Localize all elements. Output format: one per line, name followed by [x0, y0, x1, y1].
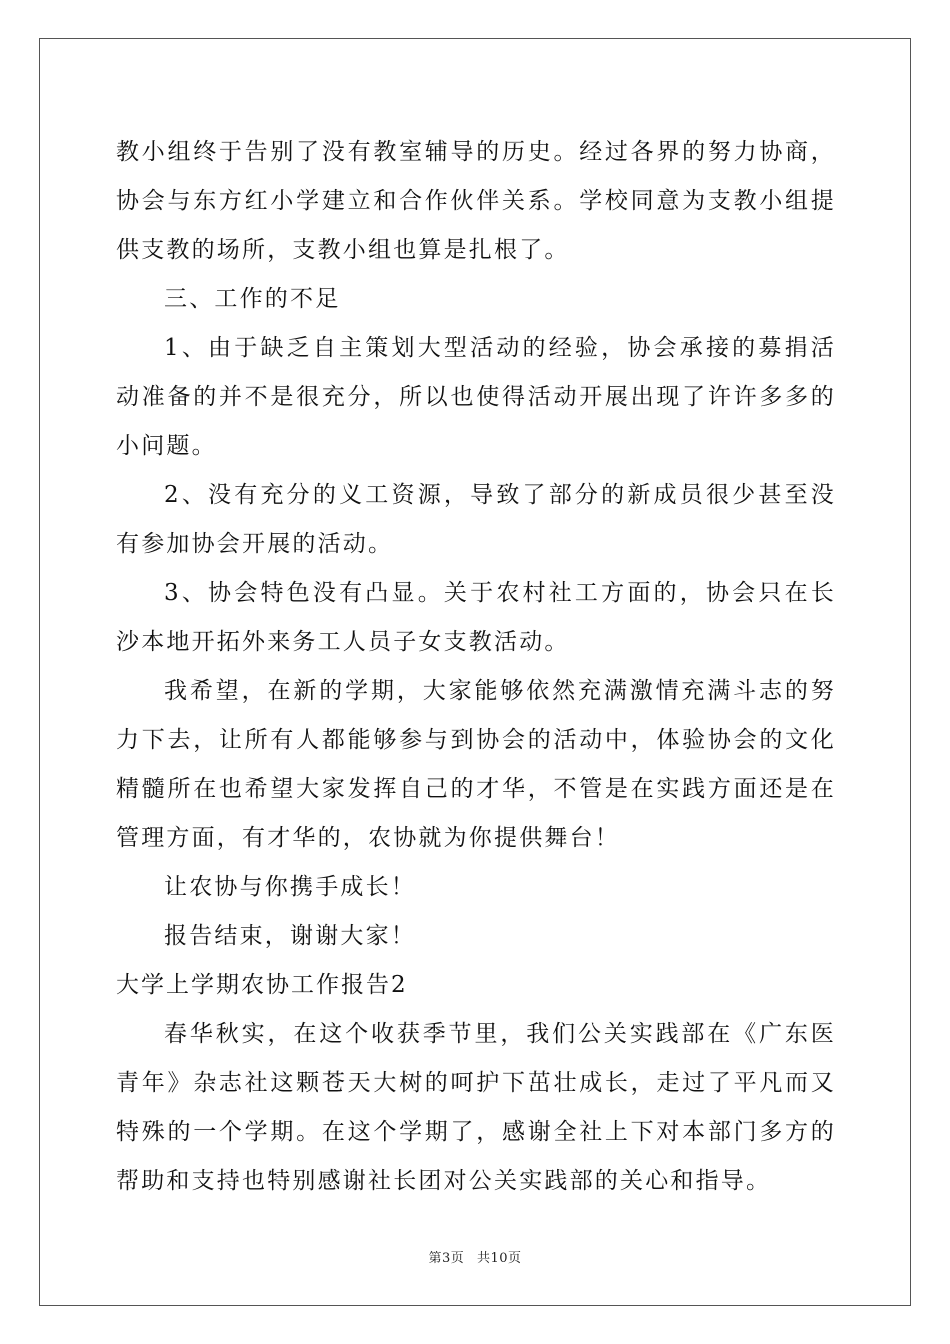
page-number: 第3页 — [428, 1251, 465, 1266]
paragraph-1: 教小组终于告别了没有教室辅导的历史。经过各界的努力协商，协会与东方红小学建立和合作伙伴关系。学校同意为支教小组提供支教的场所，支教小组也算是扎根了。 — [116, 139, 836, 263]
page-total: 共10页 — [476, 1251, 522, 1266]
paragraph-report-2-intro: 春华秋实，在这个收获季节里，我们公关实践部在《广东医青年》杂志社这颗苍天大树的呵护下茁壮成长，走过了平凡而又特殊的一个学期。在这个学期了，感谢全社上下对本部门多方的帮助和支持也特别感谢社长团对公关实践部的关心和指导。 — [116, 1021, 836, 1194]
section-heading-shortcomings: 三、工作的不足 — [164, 286, 341, 312]
paragraph-closing: 报告结束，谢谢大家！ — [164, 923, 416, 949]
paragraph-shortcoming-2: 2、没有充分的义工资源，导致了部分的新成员很少甚至没有参加协会开展的活动。 — [116, 482, 836, 557]
page-footer — [0, 1247, 950, 1266]
paragraph-shortcoming-3: 3、协会特色没有凸显。关于农村社工方面的，协会只在长沙本地开拓外来务工人员子女支教活动。 — [116, 580, 836, 655]
paragraph-hope: 我希望，在新的学期，大家能够依然充满激情充满斗志的努力下去，让所有人都能够参与到协会的活动中，体验协会的文化精髓所在也希望大家发挥自己的才华，不管是在实践方面还是在管理方面，有才华的，农协就为你提供舞台！ — [116, 678, 836, 851]
report-title-2: 大学上学期农协工作报告2 — [116, 972, 408, 998]
paragraph-slogan: 让农协与你携手成长！ — [164, 874, 416, 900]
document-body — [116, 128, 836, 1206]
paragraph-shortcoming-1: 1、由于缺乏自主策划大型活动的经验，协会承接的募捐活动准备的并不是很充分，所以也使得活动开展出现了许许多多的小问题。 — [116, 335, 836, 459]
